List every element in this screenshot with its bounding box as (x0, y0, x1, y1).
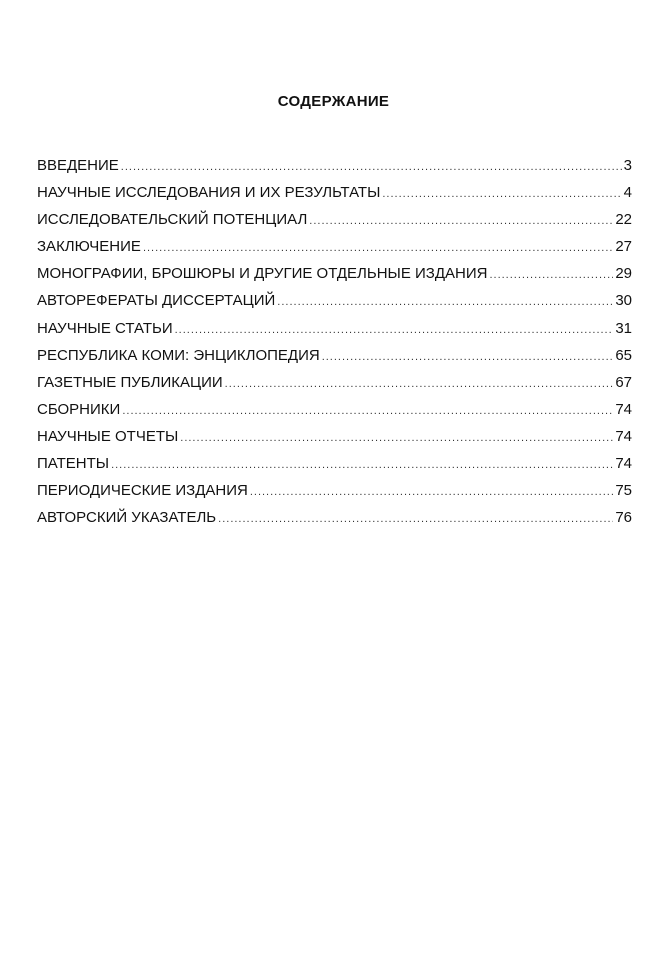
toc-entry-page: 4 (623, 184, 632, 202)
toc-entry-label: РЕСПУБЛИКА КОМИ: ЭНЦИКЛОПЕДИЯ (37, 346, 320, 364)
toc-leader-dots (180, 425, 613, 452)
toc-entry-label: АВТОРЕФЕРАТЫ ДИССЕРТАЦИЙ (37, 292, 276, 310)
toc-leader-dots (175, 317, 614, 344)
page-title: СОДЕРЖАНИЕ (277, 93, 390, 110)
toc-leader-dots (143, 235, 613, 262)
toc-leader-dots (309, 208, 613, 235)
toc-entry-page: 27 (615, 238, 632, 256)
toc-entry (37, 477, 632, 504)
toc-entry-label: АВТОРСКИЙ УКАЗАТЕЛЬ (37, 509, 217, 527)
toc-entry-page: 30 (615, 292, 632, 310)
toc-entry-page: 76 (615, 509, 632, 527)
toc-entry-page: 65 (615, 346, 632, 364)
toc-entry (37, 233, 632, 260)
toc-entry-label: НАУЧНЫЕ ИССЛЕДОВАНИЯ И ИХ РЕЗУЛЬТАТЫ (37, 184, 381, 202)
toc-entry (37, 152, 632, 179)
toc-entry-label: ИССЛЕДОВАТЕЛЬСКИЙ ПОТЕНЦИАЛ (37, 211, 308, 229)
toc-entry-label: НАУЧНЫЕ СТАТЬИ (37, 319, 173, 337)
toc-entry (37, 287, 632, 314)
toc-entry-label: МОНОГРАФИИ, БРОШЮРЫ И ДРУГИЕ ОТДЕЛЬНЫЕ ИЗДАНИЯ (37, 265, 488, 283)
toc-leader-dots (277, 289, 613, 316)
toc-leader-dots (489, 262, 613, 289)
toc-entry-label: ГАЗЕТНЫЕ ПУБЛИКАЦИИ (37, 373, 223, 391)
toc-leader-dots (322, 344, 614, 371)
toc-entry (37, 369, 632, 396)
toc-entry-label: ПЕРИОДИЧЕСКИЕ ИЗДАНИЯ (37, 482, 248, 500)
toc-entry-label: НАУЧНЫЕ ОТЧЕТЫ (37, 427, 179, 445)
toc-leader-dots (121, 154, 622, 181)
toc-entry (37, 342, 632, 369)
toc-leader-dots (122, 398, 613, 425)
toc-entry-page: 31 (615, 319, 632, 337)
toc-entry (37, 423, 632, 450)
toc-entry-page: 22 (615, 211, 632, 229)
toc-leader-dots (382, 181, 621, 208)
toc-entry-page: 3 (623, 157, 632, 174)
toc-entry-page: 74 (615, 455, 632, 473)
toc-leader-dots (250, 479, 613, 506)
toc-entry-page: 74 (615, 427, 632, 445)
toc-entry-page: 29 (615, 265, 632, 283)
toc-entry (37, 260, 632, 287)
toc-entry-page: 74 (615, 400, 632, 418)
toc-entry-label: ВВЕДЕНИЕ (37, 157, 119, 174)
toc-leader-dots (111, 452, 613, 479)
toc-entry (37, 206, 632, 233)
toc-leader-dots (225, 371, 614, 398)
toc-entry-page: 75 (615, 482, 632, 500)
toc-entry-label: ЗАКЛЮЧЕНИЕ (37, 238, 141, 256)
toc-entry (37, 504, 632, 531)
toc-entry-page: 67 (615, 373, 632, 391)
table-of-contents (37, 152, 632, 531)
toc-entry-label: ПАТЕНТЫ (37, 455, 110, 473)
toc-entry-label: СБОРНИКИ (37, 400, 121, 418)
toc-entry (37, 450, 632, 477)
toc-entry (37, 179, 632, 206)
toc-entry (37, 396, 632, 423)
toc-leader-dots (218, 506, 613, 533)
toc-entry (37, 315, 632, 342)
